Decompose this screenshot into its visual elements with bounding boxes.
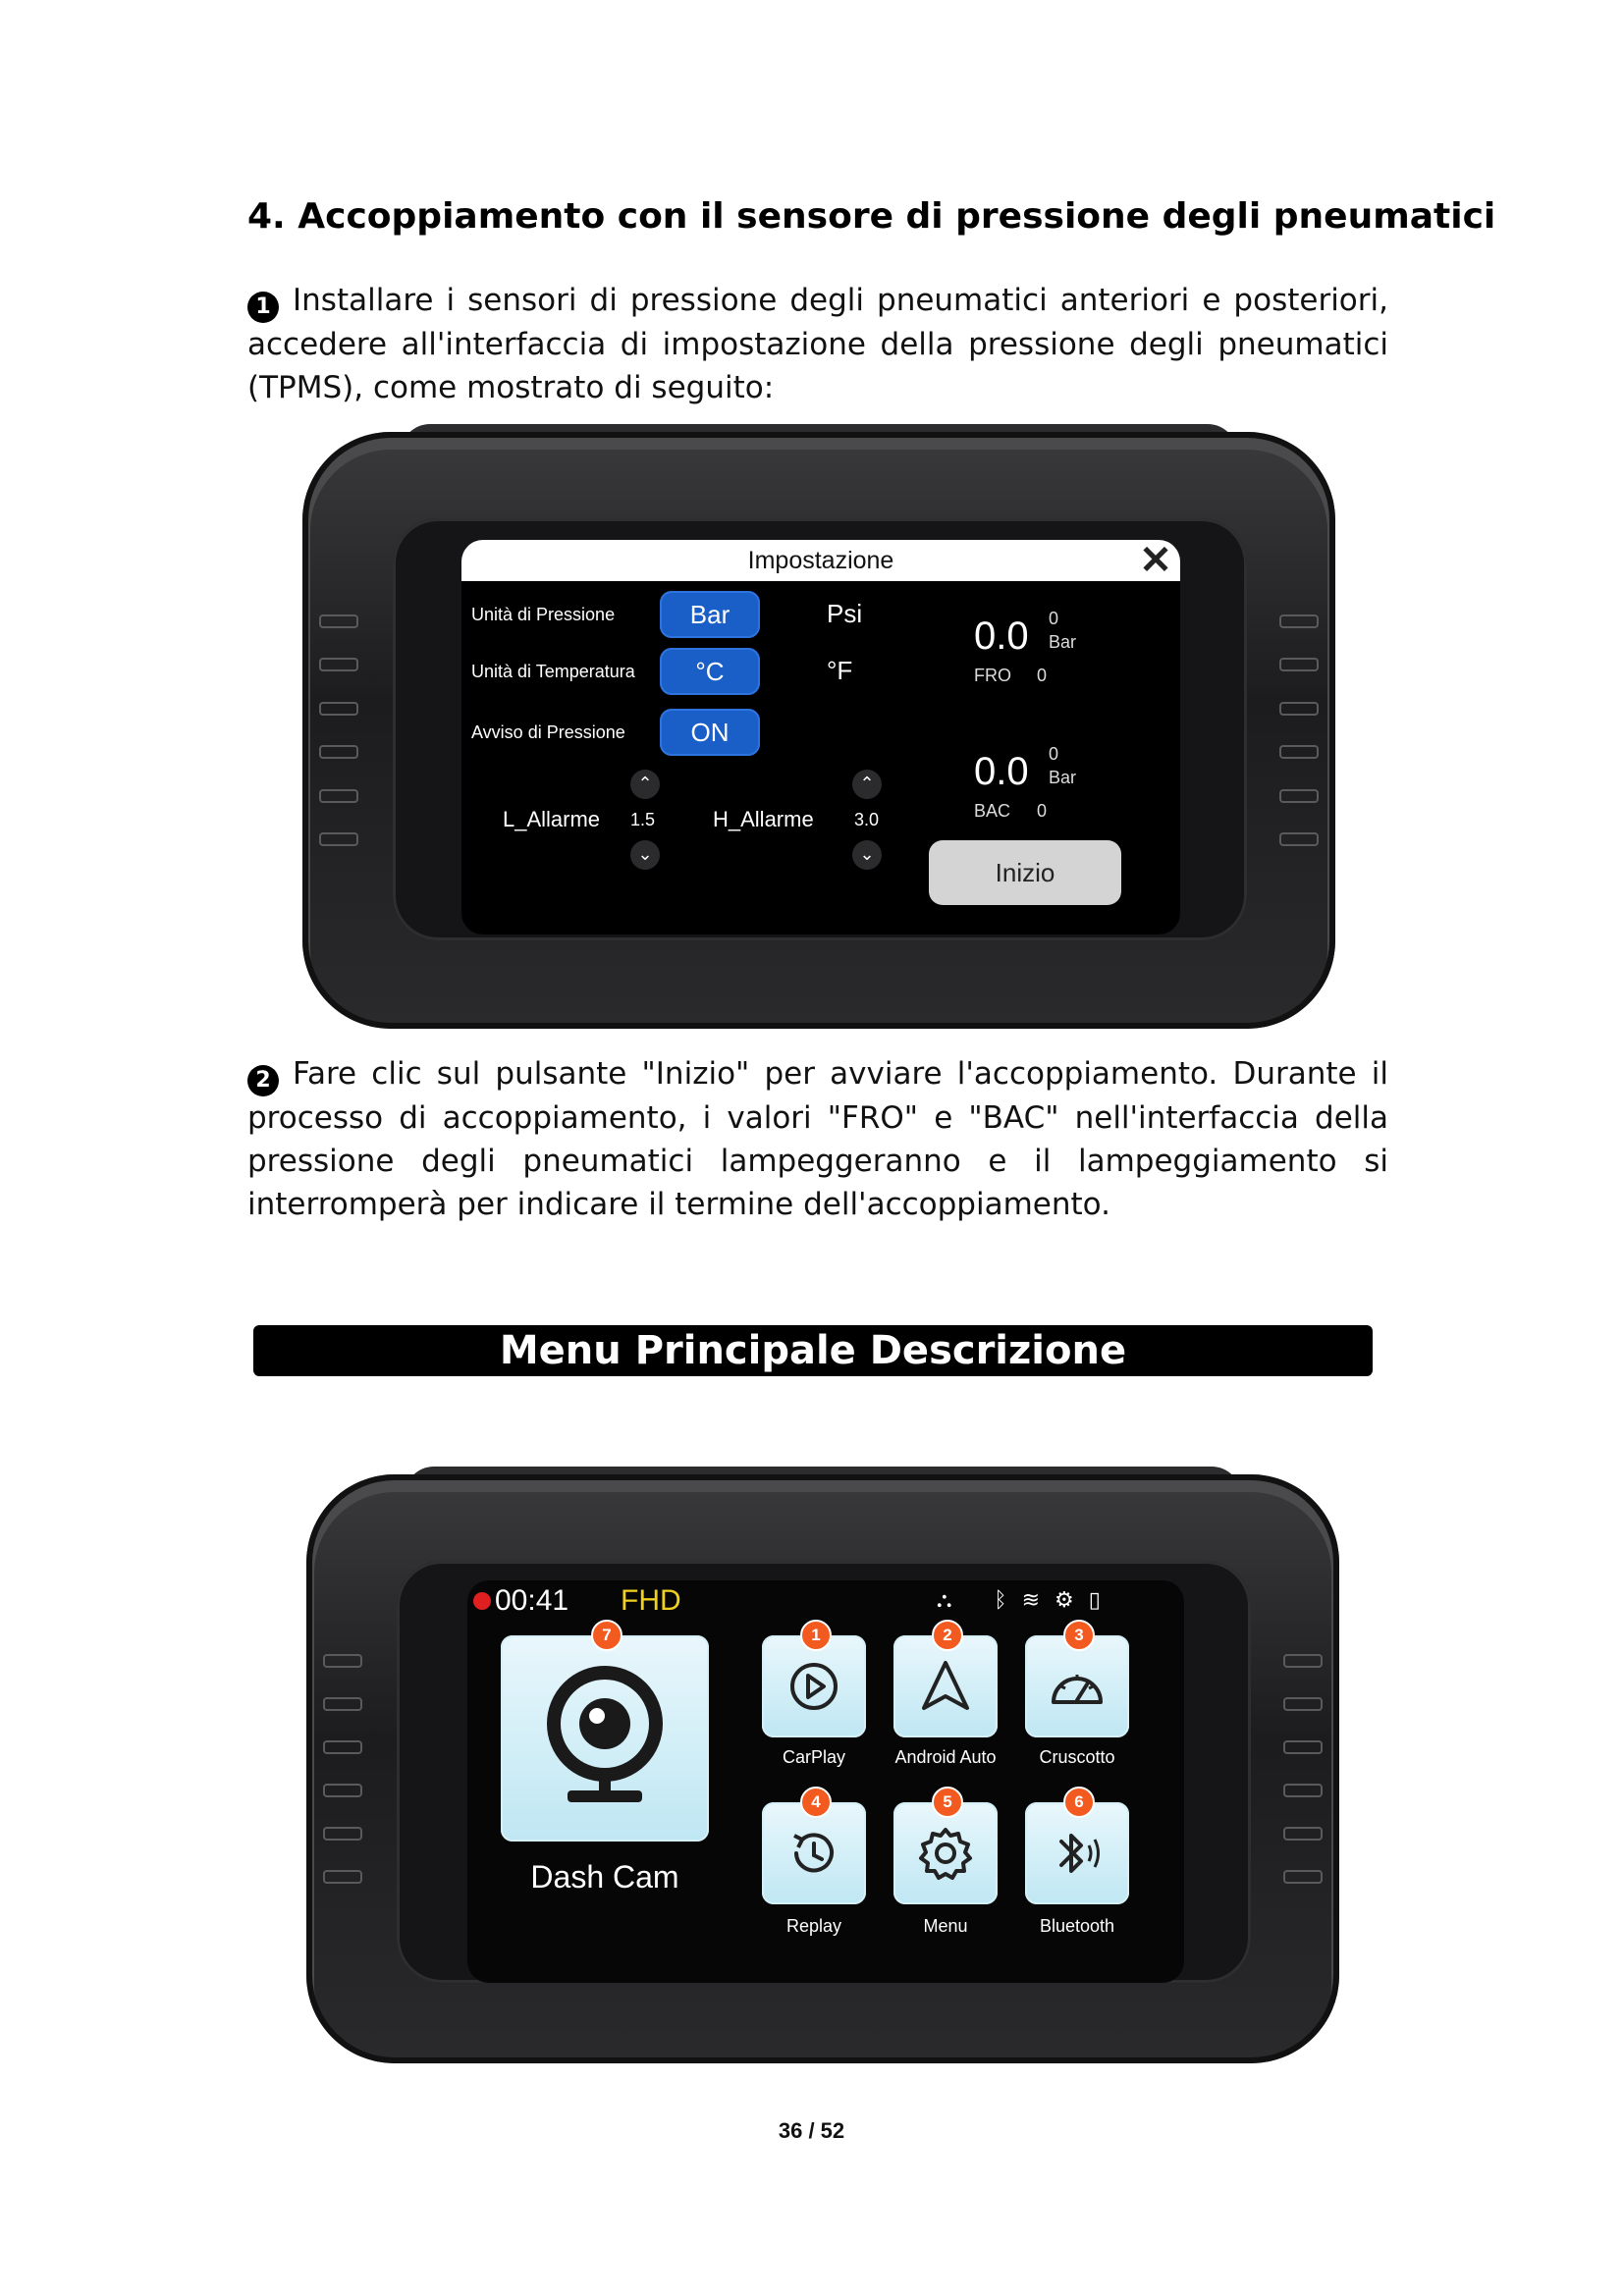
- step-2-marker: 2: [247, 1065, 279, 1096]
- pressure-unit-bar-button[interactable]: Bar: [660, 591, 760, 638]
- section-title: 4. Accoppiamento con il sensore di pressione degli pneumatici: [247, 196, 1496, 237]
- gear-icon: [917, 1825, 974, 1882]
- badge-3: 3: [1063, 1620, 1095, 1651]
- navigation-arrow-icon: [918, 1657, 973, 1716]
- android-auto-label: Android Auto: [894, 1747, 997, 1767]
- front-pressure-value: 0.0: [974, 614, 1029, 658]
- dash-cam-tile[interactable]: [501, 1635, 709, 1842]
- temperature-unit-label: Unità di Temperatura: [471, 662, 635, 681]
- dash-cam-label: Dash Cam: [530, 1859, 679, 1895]
- cruscotto-label: Cruscotto: [1039, 1747, 1115, 1767]
- front-temperature: 0: [1049, 609, 1059, 628]
- menu-label: Menu: [923, 1916, 968, 1936]
- resolution-label: FHD: [621, 1584, 681, 1617]
- high-alarm-label: H_Allarme: [713, 807, 814, 831]
- badge-6: 6: [1063, 1787, 1095, 1818]
- start-pairing-button[interactable]: Inizio: [929, 840, 1121, 905]
- bluetooth-label: Bluetooth: [1039, 1916, 1115, 1936]
- badge-2: 2: [932, 1620, 963, 1651]
- back-pressure-unit: Bar: [1049, 768, 1077, 787]
- high-alarm-up-button[interactable]: ⌃: [852, 770, 882, 799]
- high-alarm-down-button[interactable]: ⌄: [852, 840, 882, 870]
- front-label: FRO: [974, 666, 1011, 685]
- low-alarm-up-button[interactable]: ⌃: [630, 770, 660, 799]
- left-grille: [320, 1639, 365, 1898]
- low-alarm-down-button[interactable]: ⌄: [630, 840, 660, 870]
- sd-card-icon: ▯: [1088, 1588, 1105, 1613]
- bluetooth-icon: ᛒ: [994, 1588, 1011, 1613]
- step-1-paragraph: [247, 279, 1388, 409]
- close-icon[interactable]: ✕: [1139, 540, 1172, 582]
- badge-4: 4: [800, 1787, 832, 1818]
- step-2-paragraph: [247, 1052, 1388, 1226]
- play-icon: [786, 1659, 841, 1714]
- back-label: BAC: [974, 801, 1011, 821]
- temperature-unit-f-option[interactable]: °F: [827, 656, 853, 685]
- tpms-title: Impostazione: [747, 547, 894, 574]
- right-grille: [1276, 599, 1322, 862]
- step-1-marker: 1: [247, 292, 279, 323]
- badge-1: 1: [800, 1620, 832, 1651]
- left-grille: [316, 599, 361, 862]
- record-indicator-icon: [473, 1592, 491, 1610]
- replay-label: Replay: [785, 1916, 842, 1936]
- step-1-text: Installare i sensori di pressione degli pneumatici anteriori e posteriori, accedere all'interfaccia di impostazione della pressione degli pneumatici (TPMS), come mostrato di seguito:: [247, 283, 1388, 405]
- front-pressure-unit: Bar: [1049, 632, 1077, 652]
- low-alarm-label: L_Allarme: [503, 807, 601, 831]
- pressure-unit-label: Unità di Pressione: [471, 605, 616, 624]
- back-secondary-value: 0: [1037, 801, 1048, 821]
- satellite-icon: ⛬: [937, 1588, 956, 1613]
- front-secondary-value: 0: [1037, 666, 1048, 685]
- webcam-icon: [546, 1665, 664, 1812]
- temperature-unit-c-button[interactable]: °C: [660, 648, 760, 695]
- page-number: 36 / 52: [778, 2118, 845, 2143]
- status-bar-icons: [937, 1588, 1105, 1613]
- device-main-menu: [306, 1474, 1339, 2063]
- bluetooth-icon: [1048, 1826, 1107, 1881]
- recording-time: 00:41: [495, 1584, 569, 1617]
- high-alarm-value: 3.0: [854, 810, 880, 829]
- back-pressure-value: 0.0: [974, 750, 1029, 793]
- pressure-alert-toggle[interactable]: ON: [660, 709, 760, 756]
- device-tpms: [302, 432, 1335, 1029]
- badge-5: 5: [932, 1787, 963, 1818]
- step-2-text: Fare clic sul pulsante "Inizio" per avviare l'accoppiamento. Durante il processo di accoppiamento, i valori "FRO" e "BAC" nell'interfaccia della pressione degli pneumatici lampeggeranno e il lampeggiamento si interromperà per indicare il termine dell'accoppiamento.: [247, 1056, 1388, 1222]
- low-alarm-value: 1.5: [630, 810, 656, 829]
- replay-icon: [786, 1826, 841, 1881]
- pressure-alert-label: Avviso di Pressione: [471, 722, 625, 742]
- home-screen: [467, 1580, 1184, 1983]
- tpms-header: [461, 540, 1180, 581]
- speedometer-icon: [1048, 1663, 1107, 1710]
- main-menu-banner: Menu Principale Descrizione: [253, 1325, 1373, 1376]
- badge-7: 7: [591, 1620, 622, 1651]
- right-grille: [1280, 1639, 1325, 1898]
- pressure-unit-psi-option[interactable]: Psi: [827, 599, 863, 628]
- tpms-screen: [461, 540, 1180, 934]
- motorcycle-icon: ⚙: [1055, 1588, 1078, 1613]
- wifi-icon: ≋: [1021, 1588, 1045, 1613]
- back-temperature: 0: [1049, 744, 1059, 764]
- carplay-label: CarPlay: [782, 1747, 846, 1767]
